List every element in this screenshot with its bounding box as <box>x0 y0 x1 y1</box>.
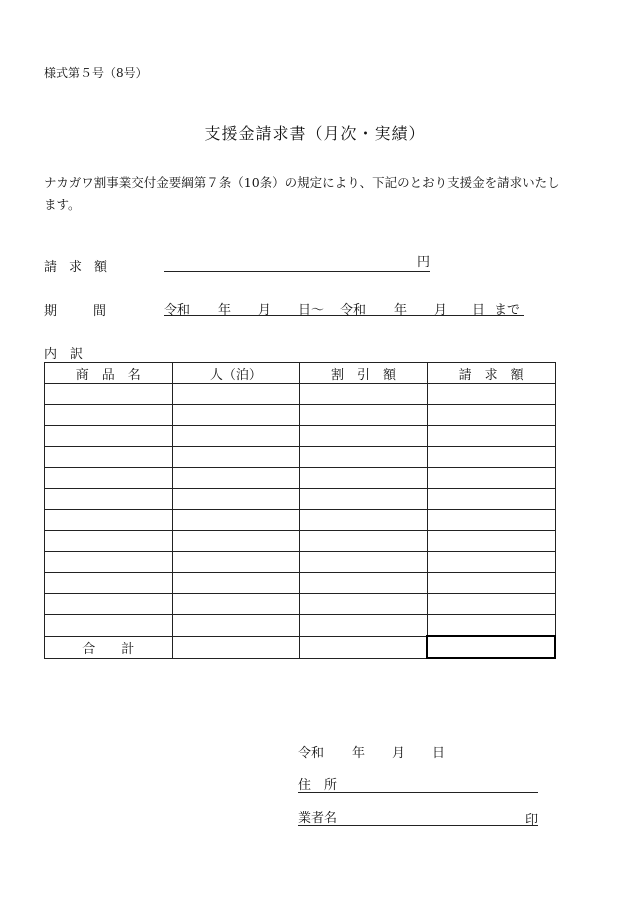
persons-nights-cell[interactable] <box>172 468 300 489</box>
discount-amount-cell[interactable] <box>300 405 428 426</box>
product-name-cell[interactable] <box>45 489 173 510</box>
request-amount-cell[interactable] <box>427 594 555 615</box>
period-era-start: 令和 <box>164 303 191 318</box>
total-discount-cell[interactable] <box>300 636 428 658</box>
discount-amount-cell[interactable] <box>300 552 428 573</box>
table-row <box>45 552 556 573</box>
table-row <box>45 384 556 405</box>
request-amount-cell[interactable] <box>427 405 555 426</box>
header-discount-amount: 割 引 額 <box>300 363 428 384</box>
period-field[interactable] <box>164 296 524 316</box>
total-label: 合 計 <box>45 636 173 658</box>
period-day-end: 日 <box>472 303 486 318</box>
product-name-cell[interactable] <box>45 447 173 468</box>
discount-amount-cell[interactable] <box>300 573 428 594</box>
document-title: 支援金請求書（月次・実績） <box>204 124 426 143</box>
table-body <box>45 384 556 637</box>
product-name-cell[interactable] <box>45 405 173 426</box>
request-amount-field[interactable] <box>164 252 430 272</box>
total-row <box>45 636 556 658</box>
discount-amount-cell[interactable] <box>300 447 428 468</box>
table-row <box>45 468 556 489</box>
vendor-name-field[interactable] <box>298 807 538 826</box>
table-row <box>45 510 556 531</box>
breakdown-table <box>44 362 556 659</box>
table-row <box>45 447 556 468</box>
request-amount-cell[interactable] <box>427 384 555 405</box>
discount-amount-cell[interactable] <box>300 615 428 637</box>
discount-amount-cell[interactable] <box>300 510 428 531</box>
discount-amount-cell[interactable] <box>300 384 428 405</box>
header-persons-nights: 人（泊） <box>172 363 300 384</box>
discount-amount-cell[interactable] <box>300 531 428 552</box>
request-amount-cell[interactable] <box>427 615 555 637</box>
date-day: 日 <box>432 746 446 761</box>
header-request-amount: 請 求 額 <box>427 363 555 384</box>
request-amount-cell[interactable] <box>427 531 555 552</box>
table-row <box>45 615 556 637</box>
product-name-cell[interactable] <box>45 552 173 573</box>
product-name-cell[interactable] <box>45 426 173 447</box>
table-row <box>45 405 556 426</box>
period-label-char-1: 期 <box>44 304 58 319</box>
product-name-cell[interactable] <box>45 468 173 489</box>
product-name-cell[interactable] <box>45 531 173 552</box>
address-label: 住 所 <box>298 778 338 793</box>
date-year: 年 <box>352 746 366 761</box>
yen-unit: 円 <box>416 255 430 270</box>
request-amount-label: 請求額 <box>44 260 120 275</box>
discount-amount-cell[interactable] <box>300 594 428 615</box>
persons-nights-cell[interactable] <box>172 426 300 447</box>
period-month-end: 月 <box>434 303 448 318</box>
product-name-cell[interactable] <box>45 573 173 594</box>
discount-amount-cell[interactable] <box>300 468 428 489</box>
preamble-text: ナカガワ割事業交付金要綱第７条（10条）の規定により、下記のとおり支援金を請求いたします。 <box>44 175 560 212</box>
request-amount-cell[interactable] <box>427 573 555 594</box>
form-number: 様式第５号（8号） <box>44 66 148 80</box>
request-amount-cell[interactable] <box>427 468 555 489</box>
vendor-name-label: 業者名 <box>298 811 338 826</box>
product-name-cell[interactable] <box>45 384 173 405</box>
request-amount-cell[interactable] <box>427 447 555 468</box>
persons-nights-cell[interactable] <box>172 573 300 594</box>
persons-nights-cell[interactable] <box>172 384 300 405</box>
persons-nights-cell[interactable] <box>172 489 300 510</box>
product-name-cell[interactable] <box>45 510 173 531</box>
persons-nights-cell[interactable] <box>172 510 300 531</box>
discount-amount-cell[interactable] <box>300 426 428 447</box>
persons-nights-cell[interactable] <box>172 405 300 426</box>
persons-nights-cell[interactable] <box>172 594 300 615</box>
date-month: 月 <box>392 746 406 761</box>
header-product-name: 商 品 名 <box>45 363 173 384</box>
persons-nights-cell[interactable] <box>172 552 300 573</box>
product-name-cell[interactable] <box>45 615 173 637</box>
date-era: 令和 <box>298 746 325 761</box>
persons-nights-cell[interactable] <box>172 615 300 637</box>
table-header-row <box>45 363 556 384</box>
seal-mark: 印 <box>524 813 538 828</box>
request-amount-cell[interactable] <box>427 510 555 531</box>
request-amount-cell[interactable] <box>427 552 555 573</box>
total-persons-cell[interactable] <box>172 636 300 658</box>
table-row <box>45 573 556 594</box>
period-era-end: 令和 <box>340 303 367 318</box>
table-row <box>45 489 556 510</box>
period-until: まで <box>494 303 521 318</box>
address-field[interactable] <box>298 774 538 793</box>
persons-nights-cell[interactable] <box>172 447 300 468</box>
period-label <box>44 300 106 319</box>
persons-nights-cell[interactable] <box>172 531 300 552</box>
table-row <box>45 594 556 615</box>
request-amount-cell[interactable] <box>427 489 555 510</box>
total-request-cell[interactable] <box>427 636 555 658</box>
request-amount-cell[interactable] <box>427 426 555 447</box>
table-row <box>45 531 556 552</box>
period-month-start: 月 <box>258 303 272 318</box>
period-label-char-2: 間 <box>93 304 107 319</box>
product-name-cell[interactable] <box>45 594 173 615</box>
breakdown-label: 内 訳 <box>44 347 84 362</box>
discount-amount-cell[interactable] <box>300 489 428 510</box>
period-year-end: 年 <box>394 303 408 318</box>
period-day-start: 日～ <box>298 303 325 318</box>
period-year-start: 年 <box>218 303 232 318</box>
table-row <box>45 426 556 447</box>
